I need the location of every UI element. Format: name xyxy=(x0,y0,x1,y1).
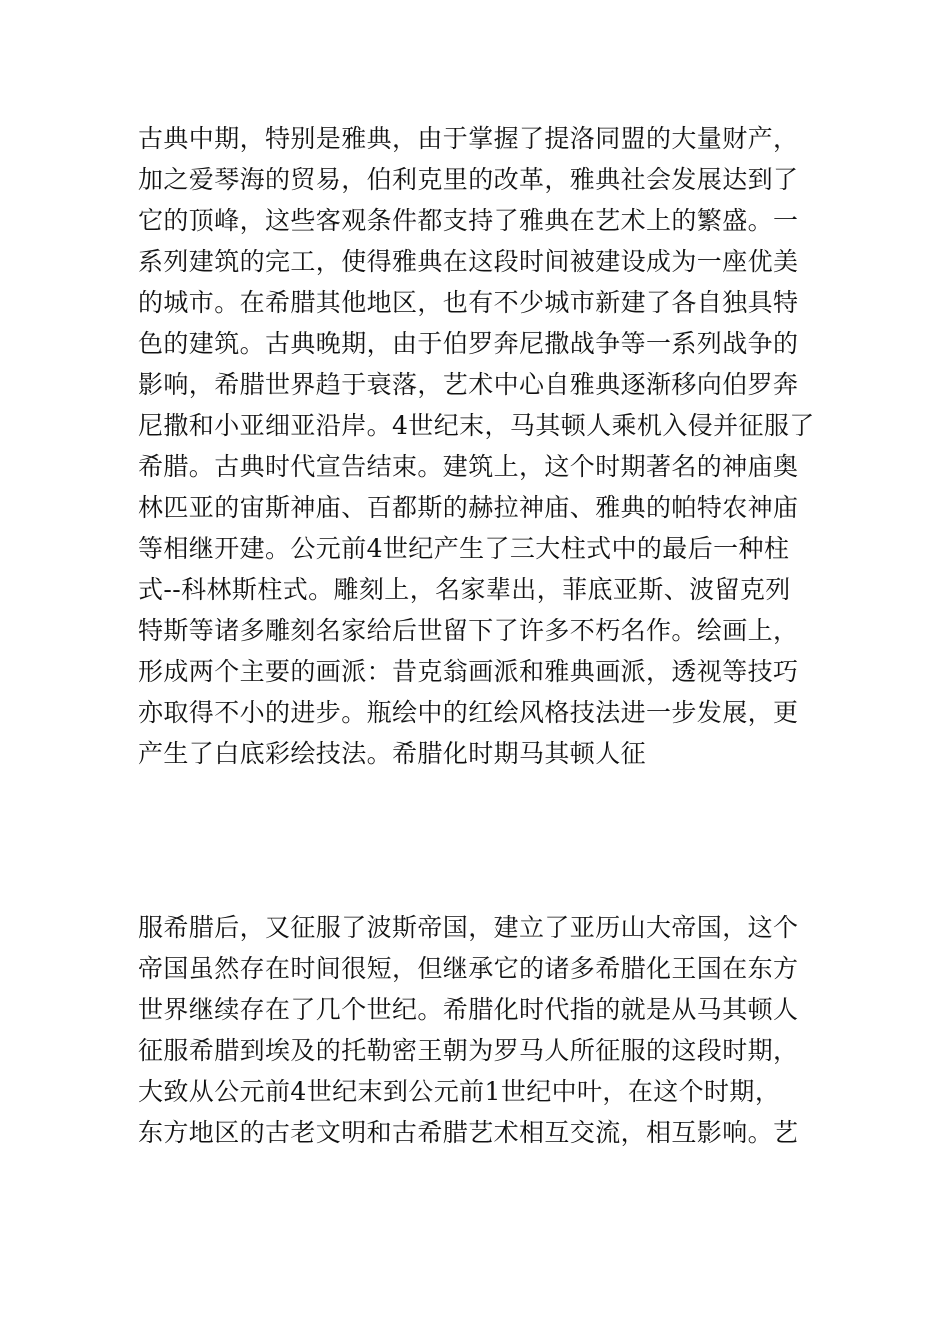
text-line: 式--科林斯柱式。雕刻上，名家辈出，菲底亚斯、波留克列 xyxy=(138,575,791,604)
text-line: 特斯等诸多雕刻名家给后世留下了许多不朽名作。绘画上， xyxy=(138,616,799,645)
text-line: 产生了白底彩绘技法。希腊化时期马其顿人征 xyxy=(138,739,647,768)
text-line: 亦取得不小的进步。瓶绘中的红绘风格技法进一步发展，更 xyxy=(138,698,799,727)
text-line: 林匹亚的宙斯神庙、百都斯的赫拉神庙、雅典的帕特农神庙 xyxy=(138,493,799,522)
text-line: 大致从公元前4世纪末到公元前1世纪中叶，在这个时期， xyxy=(138,1077,781,1106)
text-line: 征服希腊到埃及的托勒密王朝为罗马人所征服的这段时期， xyxy=(138,1036,799,1065)
paragraph-2 xyxy=(138,907,838,1153)
text-line: 形成两个主要的画派：昔克翁画派和雅典画派，透视等技巧 xyxy=(138,657,799,686)
text-line: 影响，希腊世界趋于衰落，艺术中心自雅典逐渐移向伯罗奔 xyxy=(138,370,799,399)
text-line: 东方地区的古老文明和古希腊艺术相互交流，相互影响。艺 xyxy=(138,1118,799,1147)
paragraph-1 xyxy=(138,118,838,774)
text-line: 古典中期，特别是雅典，由于掌握了提洛同盟的大量财产， xyxy=(138,124,799,153)
text-line: 它的顶峰，这些客观条件都支持了雅典在艺术上的繁盛。一 xyxy=(138,206,799,235)
text-line: 希腊。古典时代宣告结束。建筑上，这个时期著名的神庙奥 xyxy=(138,452,799,481)
text-line: 世界继续存在了几个世纪。希腊化时代指的就是从马其顿人 xyxy=(138,995,799,1024)
text-line: 服希腊后，又征服了波斯帝国，建立了亚历山大帝国，这个 xyxy=(138,913,799,942)
text-line: 加之爱琴海的贸易，伯利克里的改革，雅典社会发展达到了 xyxy=(138,165,799,194)
text-line: 的城市。在希腊其他地区，也有不少城市新建了各自独具特 xyxy=(138,288,799,317)
text-line: 尼撒和小亚细亚沿岸。4世纪末，马其顿人乘机入侵并征服了 xyxy=(138,411,815,440)
text-line: 系列建筑的完工，使得雅典在这段时间被建设成为一座优美 xyxy=(138,247,799,276)
text-line: 色的建筑。古典晚期，由于伯罗奔尼撒战争等一系列战争的 xyxy=(138,329,799,358)
text-line: 帝国虽然存在时间很短，但继承它的诸多希腊化王国在东方 xyxy=(138,954,799,983)
text-line: 等相继开建。公元前4世纪产生了三大柱式中的最后一种柱 xyxy=(138,534,790,563)
